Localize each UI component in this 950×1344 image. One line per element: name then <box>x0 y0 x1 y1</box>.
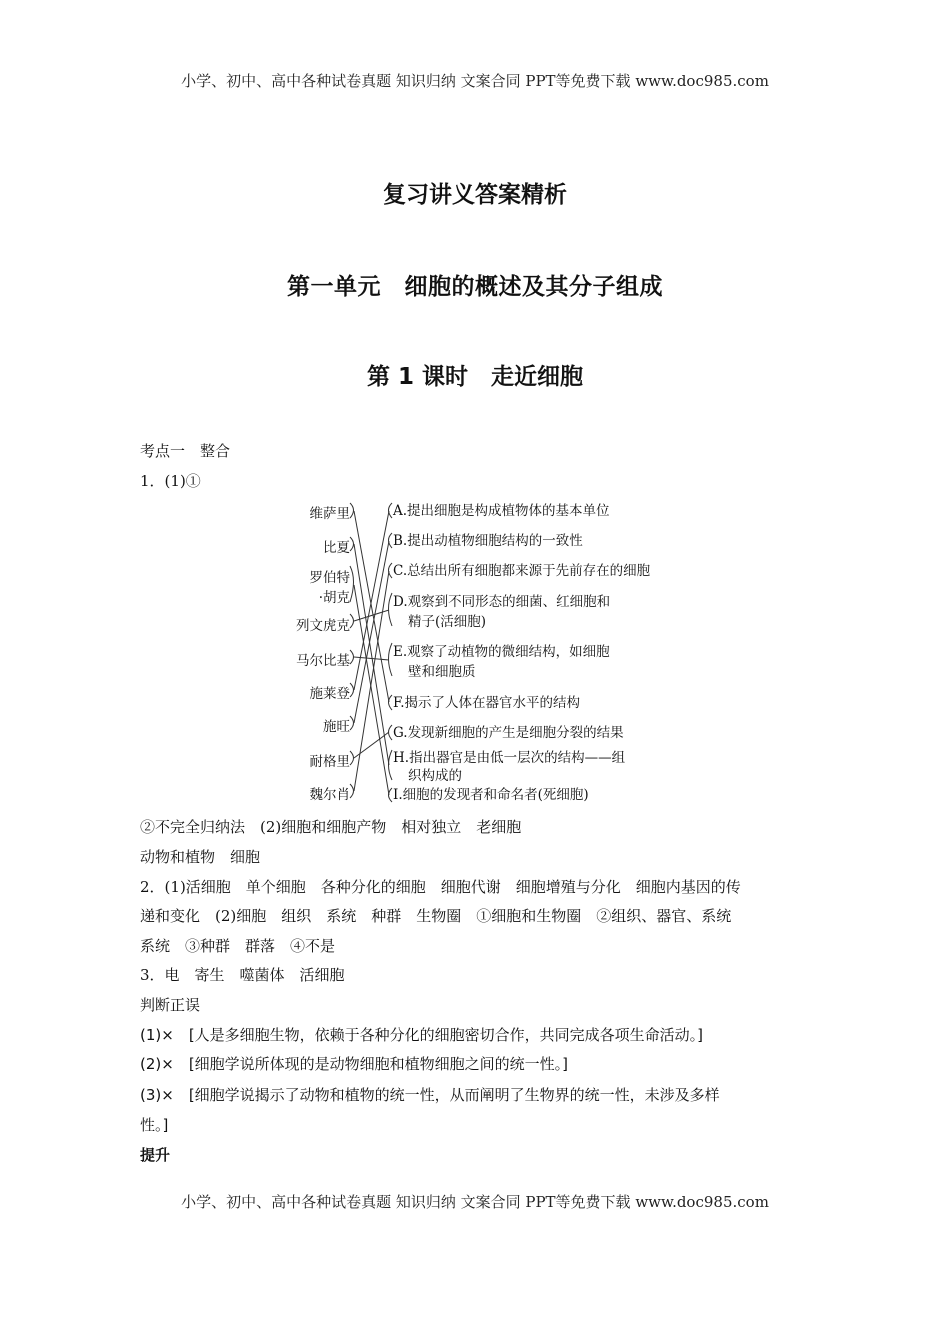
scientist-name: 施莱登 <box>309 686 350 702</box>
judge-item: (3)× [细胞学说揭示了动物和植物的统一性，从而阐明了生物界的统一性，未涉及多样 <box>140 1086 720 1104</box>
scientist-name: 马尔比基 <box>296 653 350 669</box>
match-line <box>354 541 389 723</box>
page-footer: 小学、初中、高中各种试卷真题 知识归纳 文案合同 PPT等免费下载 www.doc985.com <box>181 1193 769 1211</box>
scientist-name: 魏尔肖 <box>309 787 350 803</box>
unit-title: 第一单元 细胞的概述及其分子组成 <box>287 274 663 300</box>
right-bracket <box>389 695 393 710</box>
section-heading: 考点一 整合 <box>140 442 231 460</box>
right-bracket <box>389 563 393 578</box>
match-line <box>354 732 389 758</box>
contribution-item: A.提出细胞是构成植物体的基本单位 <box>393 503 610 519</box>
answer-line: 2．(1)活细胞 单个细胞 各种分化的细胞 细胞代谢 细胞增殖与分化 细胞内基因的传 <box>140 878 741 896</box>
right-bracket <box>389 593 393 626</box>
judge-heading: 判断正误 <box>140 996 201 1014</box>
contribution-item-cont: 精子(活细胞) <box>408 614 487 630</box>
right-bracket <box>389 533 393 548</box>
left-bracket <box>350 537 354 551</box>
scientist-name: 耐格里 <box>309 754 350 770</box>
contribution-item: E.观察了动植物的微细结构，如细胞 <box>393 644 610 660</box>
contribution-item: C.总结出所有细胞都来源于先前存在的细胞 <box>393 563 651 579</box>
answer-line: 系统 ③种群 群落 ④不是 <box>140 937 336 955</box>
left-bracket <box>350 614 354 628</box>
contribution-item: G.发现新细胞的产生是细胞分裂的结果 <box>393 725 624 741</box>
contribution-item-cont: 壁和细胞质 <box>408 664 476 680</box>
contribution-item: B.提出动植物细胞结构的一致性 <box>393 533 583 549</box>
right-bracket <box>389 503 393 518</box>
left-bracket <box>350 716 354 730</box>
scientist-name: 施旺 <box>323 719 350 735</box>
left-bracket <box>350 683 354 697</box>
scientist-name: 罗伯特 <box>309 570 350 586</box>
match-line <box>354 585 389 795</box>
right-bracket <box>389 643 393 676</box>
left-bracket <box>350 784 354 798</box>
contribution-item: F.揭示了人体在器官水平的结构 <box>393 695 581 711</box>
question-1-label: 1．(1)① <box>140 472 201 490</box>
tisheng-heading: 提升 <box>140 1146 171 1164</box>
left-bracket <box>350 650 354 664</box>
scientist-name: 比夏 <box>323 540 350 556</box>
scientist-name: 维萨里 <box>309 506 350 522</box>
lesson-title: 第 1 课时 走近细胞 <box>366 364 584 390</box>
contribution-item-cont: 织构成的 <box>408 768 462 784</box>
answer-line: 3．电 寄生 噬菌体 活细胞 <box>140 966 345 984</box>
contribution-item: D.观察到不同形态的细菌、红细胞和 <box>393 594 611 610</box>
judge-item-cont: 性。] <box>140 1116 169 1134</box>
document-title: 复习讲义答案精析 <box>383 182 567 208</box>
left-bracket <box>350 566 354 602</box>
match-line <box>354 544 389 765</box>
page-header: 小学、初中、高中各种试卷真题 知识归纳 文案合同 PPT等免费下载 www.doc985.com <box>181 72 769 90</box>
judge-item: (1)× [人是多细胞生物，依赖于各种分化的细胞密切合作，共同完成各项生命活动。] <box>140 1026 704 1044</box>
left-bracket <box>350 503 354 518</box>
right-bracket <box>389 788 393 802</box>
left-bracket <box>350 751 354 765</box>
scientist-name: 列文虎克 <box>296 618 350 634</box>
answer-line: 动物和植物 细胞 <box>140 848 261 866</box>
answer-line: ②不完全归纳法 (2)细胞和细胞产物 相对独立 老细胞 <box>140 818 522 836</box>
judge-item: (2)× [细胞学说所体现的是动物细胞和植物细胞之间的统一性。] <box>140 1055 569 1073</box>
scientist-name: ·胡克 <box>318 590 350 606</box>
right-bracket <box>389 750 393 780</box>
contribution-item: H.指出器官是由低一层次的结构——组 <box>393 750 626 766</box>
contribution-item: I.细胞的发现者和命名者(死细胞) <box>393 787 589 803</box>
answer-line: 递和变化 (2)细胞 组织 系统 种群 生物圈 ①细胞和生物圈 ②组织、器官、系统 <box>140 907 732 925</box>
